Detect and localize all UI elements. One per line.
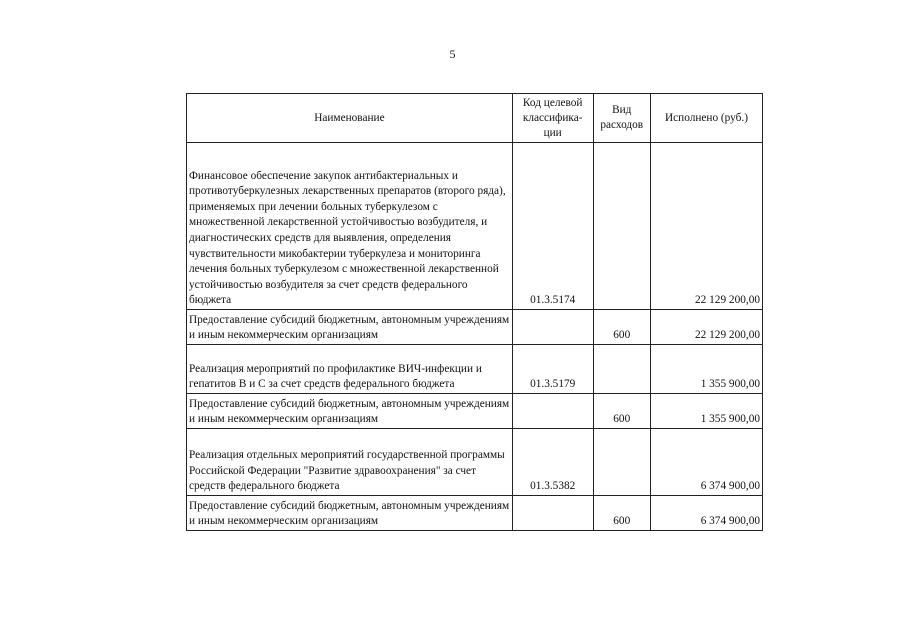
table-header-row (187, 94, 763, 143)
row-type-cell (593, 143, 650, 310)
row-sum-cell: 6 374 900,00 (651, 429, 763, 496)
row-type-cell: 600 (593, 310, 650, 345)
table-row (187, 310, 763, 345)
table-row (187, 429, 763, 496)
row-code-cell (512, 310, 593, 345)
table-row (187, 345, 763, 394)
row-sum-cell: 22 129 200,00 (651, 310, 763, 345)
row-code-cell: 01.3.5179 (512, 345, 593, 394)
row-name-cell: Реализация отдельных мероприятий государственной программы Российской Федерации "Развитие здравоохранения" за счет средств федерального бюджета (187, 429, 513, 496)
row-sum-cell: 1 355 900,00 (651, 345, 763, 394)
row-type-cell: 600 (593, 394, 650, 429)
header-expense-type: Вид расходов (593, 94, 650, 143)
page-number: 5 (449, 47, 456, 61)
row-code-cell (512, 394, 593, 429)
row-code-cell: 01.3.5174 (512, 143, 593, 310)
row-sum-cell: 1 355 900,00 (651, 394, 763, 429)
table-row (187, 496, 763, 531)
row-name-cell: Предоставление субсидий бюджетным, автономным учреждениям и иным некоммерческим организациям (187, 310, 513, 345)
budget-execution-table (186, 93, 763, 531)
row-type-cell (593, 429, 650, 496)
table-row (187, 394, 763, 429)
row-name-cell: Предоставление субсидий бюджетным, автономным учреждениям и иным некоммерческим организациям (187, 394, 513, 429)
row-name-cell: Предоставление субсидий бюджетным, автономным учреждениям и иным некоммерческим организациям (187, 496, 513, 531)
row-type-cell: 600 (593, 496, 650, 531)
header-executed-sum: Исполнено (руб.) (651, 94, 763, 143)
row-code-cell: 01.3.5382 (512, 429, 593, 496)
row-code-cell (512, 496, 593, 531)
row-sum-cell: 22 129 200,00 (651, 143, 763, 310)
row-name-cell: Реализация мероприятий по профилактике ВИЧ-инфекции и гепатитов B и C за счет средств федерального бюджета (187, 345, 513, 394)
row-sum-cell: 6 374 900,00 (651, 496, 763, 531)
table-row (187, 143, 763, 310)
row-type-cell (593, 345, 650, 394)
header-name: Наименование (187, 94, 513, 143)
row-name-cell: Финансовое обеспечение закупок антибактериальных и противотуберкулезных лекарственных препаратов (второго ряда), применяемых при лечении больных туберкулезом с множественной лекарственной устойчивостью возбудителя, и диагностических средств для выявления, определения чувствительности микобактерии туберкулеза и мониторинга лечения больных туберкулезом с множественной лекарственной устойчивостью возбудителя за счет средств федерального бюджета (187, 143, 513, 310)
header-target-code: Код целевой классифика-ции (512, 94, 593, 143)
